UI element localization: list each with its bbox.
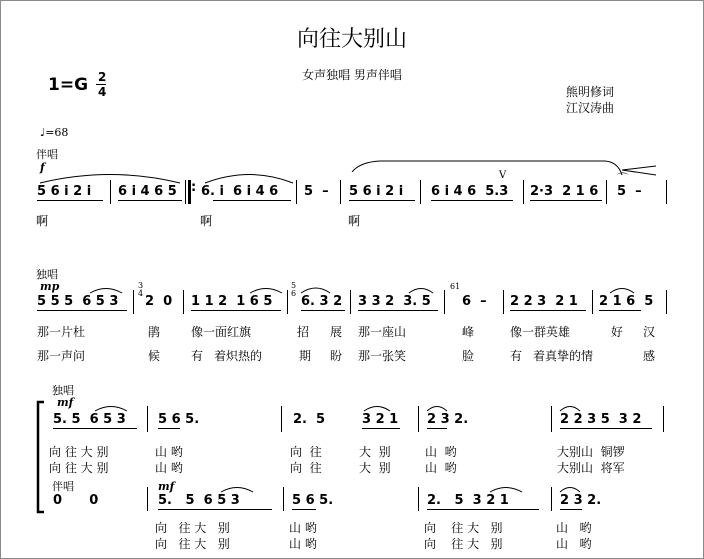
solo-verse1-lyric: 向 往 (290, 445, 322, 459)
chorus-verse1-lyric: 山 哟 (556, 521, 592, 535)
slur (250, 289, 282, 294)
dynamic-mark: f (40, 161, 45, 174)
chorus-measure-5: 2 3 2. (560, 493, 602, 508)
measure-1: 5 5 5 6 5 3 (37, 294, 119, 309)
chorus-verse1-lyric: 山 哟 (289, 521, 317, 535)
system-bracket (38, 402, 44, 512)
solo-verse1-lyric: 大 别 (359, 445, 391, 459)
verse1-lyric: 汉 (643, 325, 656, 339)
chorus-measure-3: 5 6 5. (292, 493, 334, 508)
solo-verse2-lyric: 山 哟 (425, 461, 457, 475)
slur (90, 289, 122, 294)
slur (205, 175, 293, 184)
part-label-solo: 独唱 (36, 268, 58, 281)
meter-top: 3 (138, 281, 144, 290)
verse2-lyric: 有 (191, 349, 204, 363)
chorus-verse1-lyric: 向 往 大 别 (155, 521, 230, 535)
key-signature: 1=G (48, 75, 89, 95)
verse1-lyric: 峰 (462, 325, 475, 339)
measure-4: 6. 3 2 (301, 294, 343, 309)
solo-measure-5: 2 2 3 5 3 2 (560, 412, 642, 427)
solo-verse2-lyric: 向 往 大 别 (49, 461, 109, 475)
grace-bottom: 6 (291, 289, 297, 298)
solo-verse2-lyric: 大别山 将军 (557, 461, 625, 475)
dynamic-mark: mf (57, 396, 74, 409)
slur (610, 289, 634, 294)
slur (95, 407, 127, 412)
slur (352, 161, 622, 175)
measure-8: 2 1 6 5 (599, 294, 654, 309)
slur (427, 407, 447, 412)
slur (221, 488, 253, 493)
verse2-lyric: 那一张笑 (358, 349, 407, 363)
verse1-lyric: 鹃 (148, 325, 161, 339)
verse1-lyric: 展 (330, 325, 343, 339)
chorus-measure-1: 0 0 (53, 493, 99, 508)
verse1-lyric: 像一群英雄 (510, 325, 571, 339)
verse2-lyric: 那一声问 (37, 349, 86, 363)
chorus-verse2-lyric: 山 哟 (556, 537, 592, 551)
dynamic-mark: mf (158, 480, 175, 493)
chorus-measure-4: 2. 5 3 2 1 (427, 493, 509, 508)
verse1-lyric: 好 (611, 325, 624, 339)
solo-measure-3b: 3 2 1 (362, 412, 399, 427)
part-label-chorus: 伴唱 (36, 148, 58, 161)
tempo-value: =68 (45, 126, 69, 139)
measure-5: 3 3 2 3. 5 (358, 294, 431, 309)
verse2-lyric: 脸 (462, 349, 475, 363)
grace-notes: 61 (450, 282, 461, 291)
grace-top: 5 (291, 281, 297, 290)
measure-3: 1 1 2 1 6 5 (191, 294, 273, 309)
chorus-verse2-lyric: 向 往 大 别 (155, 537, 230, 551)
chorus-measure-2: 5. 5 6 5 3 (158, 493, 240, 508)
measure-6: 6 i 4 6 5.3 (431, 184, 509, 199)
time-signature-bottom: 4 (98, 85, 107, 99)
chorus-verse2-lyric: 山 哟 (289, 537, 317, 551)
solo-verse1-lyric: 山 哟 (425, 445, 457, 459)
slur (40, 175, 180, 184)
lyric: 啊 (200, 214, 213, 228)
lyric: 啊 (348, 214, 361, 228)
verse2-lyric: 有 (510, 349, 523, 363)
measure-2: 2 0 (145, 294, 173, 309)
quarter-note-icon: ♩ (40, 126, 46, 139)
slur (560, 488, 580, 493)
solo-verse1-lyric: 大别山 铜锣 (557, 445, 625, 459)
solo-measure-4: 2 3 2. (427, 412, 469, 427)
measure-8: 5 – (617, 184, 642, 199)
verse1-lyric: 像一面红旗 (191, 325, 252, 339)
fermata-icon: ⌒ (617, 172, 628, 185)
verse2-lyric: 候 (148, 349, 161, 363)
solo-verse2-lyric: 向 往 (290, 461, 322, 475)
dynamic-mark: mp (40, 280, 60, 293)
measure-4: 5 – (304, 184, 329, 199)
measure-3: 6. i 6 i 4 6 (201, 184, 279, 199)
measure-6: 6 – (462, 294, 487, 309)
slur (301, 288, 330, 293)
breath-mark: V (499, 170, 507, 181)
song-subtitle: 女声独唱 男声伴唱 (302, 68, 402, 82)
slur (560, 407, 580, 412)
solo-measure-1: 5. 5 6 5 3 (53, 412, 126, 427)
solo-verse2-lyric: 山 哟 (155, 461, 183, 475)
verse1-lyric: 那一座山 (358, 325, 407, 339)
measure-2: 6 i 4 6 5 (118, 184, 177, 199)
part-label-solo: 独唱 (52, 384, 74, 397)
lyricist-credit: 熊明修词 (566, 85, 615, 99)
solo-verse1-lyric: 山 哟 (155, 445, 183, 459)
slur (364, 407, 390, 412)
measure-1: 5 6 i 2 i (37, 184, 92, 199)
verse2-lyric: 盼 (330, 349, 343, 363)
solo-measure-3: 2. 5 (293, 412, 326, 427)
chorus-verse1-lyric: 向 往 大 别 (424, 521, 503, 535)
crescendo-hairpin (622, 166, 656, 175)
solo-verse2-lyric: 大 别 (359, 461, 391, 475)
solo-verse1-lyric: 向 往 大 别 (49, 445, 109, 459)
composer-credit: 江汉涛曲 (566, 101, 615, 115)
verse2-lyric: 着炽热的 (214, 349, 263, 363)
verse1-lyric: 那一片杜 (37, 325, 86, 339)
slur (409, 289, 433, 294)
verse2-lyric: 着真挚的情 (533, 349, 594, 363)
verse2-lyric: 感 (643, 349, 656, 363)
chorus-verse2-lyric: 向 往 大 别 (424, 537, 503, 551)
verse2-lyric: 期 (299, 349, 312, 363)
solo-measure-2: 5 6 5. (158, 412, 200, 427)
repeat-dots: : (191, 180, 197, 195)
time-signature-top: 2 (98, 70, 107, 84)
part-label-chorus: 伴唱 (52, 480, 74, 493)
measure-5: 5 6 i 2 i (349, 184, 404, 199)
song-title: 向往大别山 (296, 27, 407, 52)
slur (490, 488, 522, 493)
measure-7: 2 2 3 2 1 (510, 294, 578, 309)
meter-bottom: 4 (138, 289, 144, 298)
measure-7: 2·3 2 1 6 (530, 184, 599, 199)
lyric: 啊 (36, 214, 49, 228)
verse1-lyric: 招 (297, 325, 310, 339)
